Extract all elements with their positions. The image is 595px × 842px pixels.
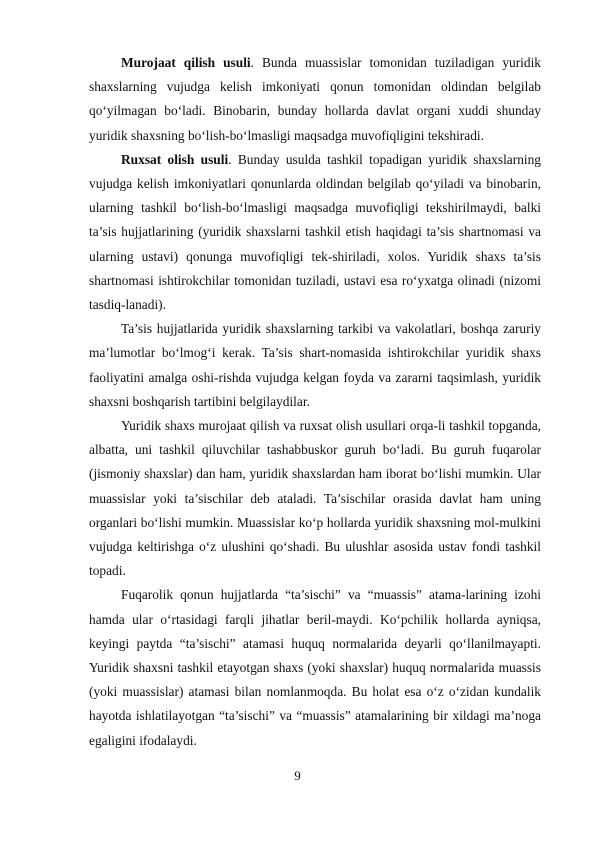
- paragraph-4-text: Yuridik shaxs murojaat qilish va ruxsat olish usullari orqa-li tashkil topganda, albatta, uni tashkil qiluvchilar tashabbuskor guruh bo‘ladi. Bu guruh fuqarolar (jismoniy shaxslar) dan ham, yuridik shaxslardan ham iborat bo‘lishi mumkin. Ular muassislar yoki ta’sischilar deb ataladi. Ta’sischilar orasida davlat ham uning organlari bo‘lishi mumkin. Muassislar ko‘p hollarda yuridik shaxsning mol-mulkini vujudga keltirishga o‘z ulushini qo‘shadi. Bu ulushlar asosida ustav fondi tashkil topadi.: [89, 418, 541, 579]
- paragraph-2-text: . Bunday usulda tashkil topadigan yuridik shaxslarning vujudga kelish imkoniyatlari qonunlarda oldindan belgilab qo‘yiladi va binobarin, ularning tashkil bo‘lish-bo‘lmasligi maqsadga muvofiqligi tekshirilmaydi, balki ta’sis hujjatlarining (yuridik shaxslarni tashkil etish haqidagi ta’sis shartnomasi va ularning ustavi) qonunga muvofiqligi tek-shiriladi, xolos. Yuridik shaxs ta’sis shartnomasi ishtirokchilar tomonidan tuziladi, ustavi esa ro‘yxatga olinadi (nizomi tasdiq-lanadi).: [89, 151, 541, 313]
- paragraph-5-text: Fuqarolik qonun hujjatlarda “ta’sischi” va “muassis” atama-larining izohi hamda ular o‘rtasidagi farqli jihatlar beril-maydi. Ko‘pchilik hollarda ayniqsa, keyingi paytda “ta’sischi” atamasi huquq normalarida deyarli qo‘llanilmayapti. Yuridik shaxsni tashkil etayotgan shaxs (yoki shaxslar) huquq normalarida muassis (yoki muassislar) atamasi bilan nomlanmoqda. Bu holat esa o‘z o‘zidan kundalik hayotda ishlatilayotgan “ta’sischi” va “muassis” atamalarining bir xildagi ma’noga egaligini ifodalaydi.: [89, 587, 541, 748]
- paragraph-2-heading: Ruxsat olish usuli: [121, 151, 229, 167]
- paragraph-1: [89, 51, 541, 148]
- page-number: 9: [294, 768, 301, 783]
- paragraph-1-heading: Murojaat qilish usuli: [121, 55, 251, 70]
- paragraph-1-text: . Bunda muassislar tomonidan tuziladigan yuridik shaxslarning vujudga kelish imkoniyati qonun tomonidan oldindan belgilab qo‘yilmagan bo‘ladi. Binobarin, bunday hollarda davlat organi xuddi shunday yuridik shaxsning bo‘lish-bo‘lmasligi maqsadga muvofiqligini tekshiradi.: [89, 55, 541, 143]
- paragraph-3-text: Ta’sis hujjatlarida yuridik shaxslarning tarkibi va vakolatlari, boshqa zaruriy ma’lumotlar bo‘lmog‘i kerak. Ta’sis shart-nomasida ishtirokchilar yuridik shaxs faoliyatini amalga oshi-rishda vujudga kelgan foyda va zararni taqsimlash, yuridik shaxsni boshqarish tartibini belgilaydilar.: [89, 321, 541, 409]
- paragraph-2: [89, 148, 541, 317]
- paragraph-3: [89, 317, 541, 414]
- paragraph-4: [89, 414, 541, 583]
- paragraph-5: [89, 583, 541, 752]
- body-text: [89, 51, 541, 753]
